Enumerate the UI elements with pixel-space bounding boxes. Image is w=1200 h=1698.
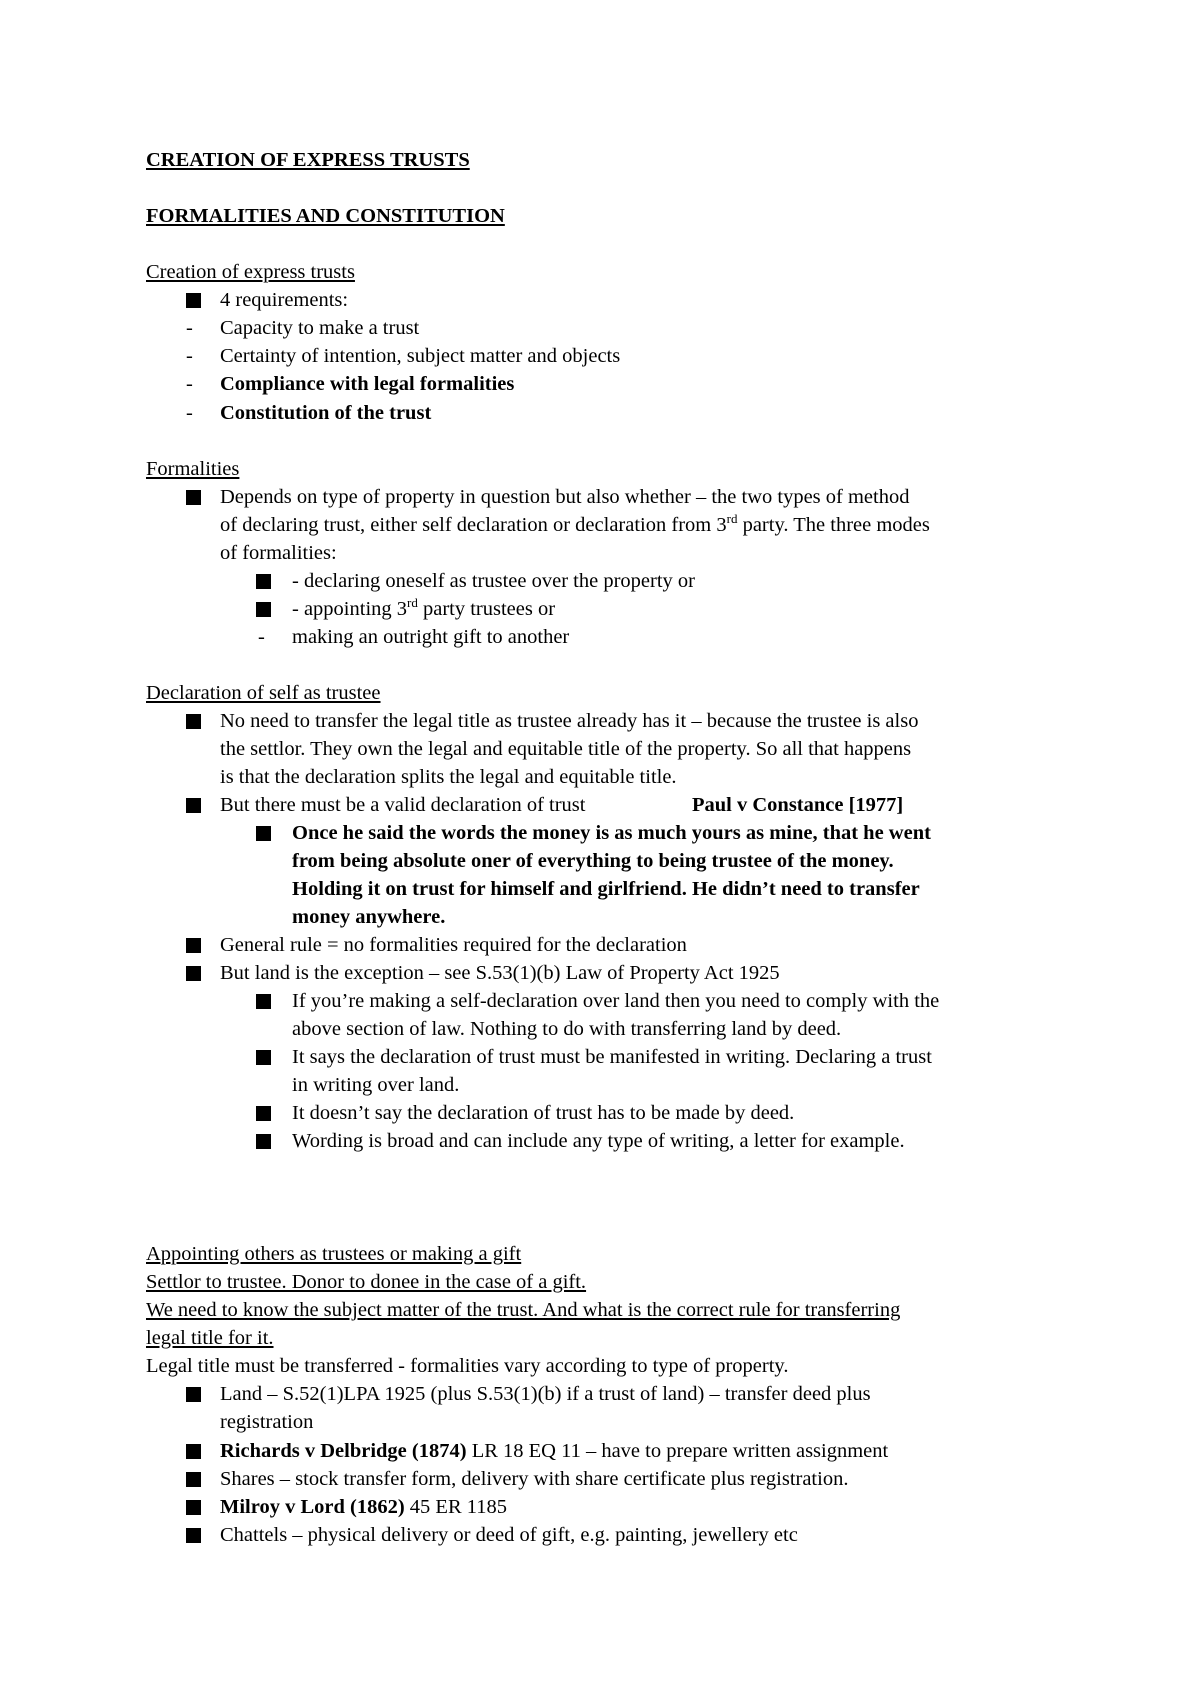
- bullet-text: No need to transfer the legal title as trustee already has it – because the trustee is also: [220, 710, 919, 732]
- sub-bullet-text: Holding it on trust for himself and girlfriend. He didn’t need to transfer: [292, 878, 920, 900]
- sub-bullet-continuation: [0, 903, 1200, 931]
- square-bullet-icon: [186, 1444, 201, 1459]
- document-subtitle: FORMALITIES AND CONSTITUTION: [146, 205, 505, 227]
- bullet-item: [0, 791, 1200, 819]
- square-bullet-icon: [186, 1387, 201, 1402]
- sub-bullet-item: [0, 1099, 1200, 1127]
- square-bullet-icon: [186, 938, 201, 953]
- bullet-item: [0, 286, 1200, 314]
- dash-bullet-icon: -: [186, 345, 193, 367]
- bullet-text: General rule = no formalities required for the declaration: [220, 934, 687, 956]
- dash-bullet-icon: -: [186, 317, 193, 339]
- dash-item: [0, 342, 1200, 370]
- dash-item: [0, 314, 1200, 342]
- bullet-continuation: [0, 735, 1200, 763]
- dash-text: Capacity to make a trust: [220, 317, 420, 339]
- heading-appointing: Appointing others as trustees or making a gift: [146, 1243, 522, 1265]
- document-title: CREATION OF EXPRESS TRUSTS: [146, 149, 470, 171]
- bullet-continuation: [0, 511, 1200, 539]
- sub-bullet-text: money anywhere.: [292, 906, 446, 928]
- section-heading: [0, 679, 1200, 707]
- sub-bullet-item: [0, 1043, 1200, 1071]
- sub-bullet-continuation: [0, 875, 1200, 903]
- dash-item: [0, 399, 1200, 427]
- bullet-text: But land is the exception – see S.53(1)(b) Law of Property Act 1925: [220, 962, 780, 984]
- square-bullet-icon: [256, 1106, 271, 1121]
- case-citation: Paul v Constance [1977]: [692, 794, 904, 816]
- sub-bullet-text: It doesn’t say the declaration of trust has to be made by deed.: [292, 1102, 795, 1124]
- bullet-item: [0, 483, 1200, 511]
- heading-creation: Creation of express trusts: [146, 261, 355, 283]
- square-bullet-icon: [186, 293, 201, 308]
- sub-bullet-text: If you’re making a self-declaration over land then you need to comply with the: [292, 990, 940, 1012]
- bullet-item: [0, 1380, 1200, 1408]
- heading-formalities: Formalities: [146, 458, 240, 480]
- sub-bullet-continuation: [0, 1015, 1200, 1043]
- subtitle-line: [0, 202, 1200, 230]
- square-bullet-icon: [256, 826, 271, 841]
- dash-text: Constitution of the trust: [220, 402, 432, 424]
- section-heading: [0, 455, 1200, 483]
- bullet-text: Shares – stock transfer form, delivery with share certificate plus registration.: [220, 1468, 849, 1490]
- sub-bullet-item: [0, 567, 1200, 595]
- square-bullet-icon: [256, 574, 271, 589]
- underlined-line: [0, 1324, 1200, 1352]
- sub-bullet-item: [0, 819, 1200, 847]
- case-citation: Milroy v Lord (1862): [220, 1496, 405, 1518]
- dash-bullet-icon: -: [186, 373, 193, 395]
- sub-bullet-text: - declaring oneself as trustee over the property or: [292, 570, 696, 592]
- bullet-continuation: [0, 1408, 1200, 1436]
- sub-bullet-text: in writing over land.: [292, 1074, 460, 1096]
- sub-bullet-text: from being absolute oner of everything to being trustee of the money.: [292, 850, 894, 872]
- bullet-text: Land – S.52(1)LPA 1925 (plus S.53(1)(b) if a trust of land) – transfer deed plus: [220, 1383, 871, 1405]
- bullet-continuation: [0, 539, 1200, 567]
- bullet-continuation: [0, 763, 1200, 791]
- underlined-line: [0, 1268, 1200, 1296]
- square-bullet-icon: [186, 1500, 201, 1515]
- sub-dash-text: making an outright gift to another: [292, 626, 570, 648]
- underlined-text: Settlor to trustee. Donor to donee in the case of a gift.: [146, 1271, 587, 1293]
- square-bullet-icon: [186, 966, 201, 981]
- heading-declaration: Declaration of self as trustee: [146, 682, 381, 704]
- sub-bullet-item: [0, 1127, 1200, 1155]
- bullet-item: [0, 1521, 1200, 1549]
- square-bullet-icon: [186, 490, 201, 505]
- square-bullet-icon: [186, 798, 201, 813]
- underlined-text: legal title for it.: [146, 1327, 274, 1349]
- bullet-text: of formalities:: [220, 542, 337, 564]
- square-bullet-icon: [186, 714, 201, 729]
- sub-bullet-text: Wording is broad and can include any type of writing, a letter for example.: [292, 1130, 905, 1152]
- sub-bullet-text: It says the declaration of trust must be manifested in writing. Declaring a trust: [292, 1046, 932, 1068]
- bullet-text: the settlor. They own the legal and equitable title of the property. So all that happens: [220, 738, 912, 760]
- paragraph-text: Legal title must be transferred - formalities vary according to type of property.: [146, 1355, 789, 1377]
- bullet-item: [0, 707, 1200, 735]
- square-bullet-icon: [256, 1050, 271, 1065]
- square-bullet-icon: [186, 1528, 201, 1543]
- sub-bullet-text: - appointing 3rd party trustees or: [292, 595, 556, 620]
- underlined-line: [0, 1296, 1200, 1324]
- square-bullet-icon: [256, 602, 271, 617]
- sub-bullet-item: [0, 987, 1200, 1015]
- square-bullet-icon: [256, 1134, 271, 1149]
- dash-text: Compliance with legal formalities: [220, 373, 515, 395]
- dash-text: Certainty of intention, subject matter and objects: [220, 345, 621, 367]
- sub-bullet-continuation: [0, 847, 1200, 875]
- sub-dash-item: [0, 623, 1200, 651]
- bullet-text: Richards v Delbridge (1874) LR 18 EQ 11 – have to prepare written assignment: [220, 1440, 889, 1462]
- section-heading: [0, 1240, 1200, 1268]
- bullet-text: is that the declaration splits the legal and equitable title.: [220, 766, 677, 788]
- section-heading: [0, 258, 1200, 286]
- bullet-text: of declaring trust, either self declaration or declaration from 3rd party. The three modes: [220, 511, 930, 536]
- case-citation: Richards v Delbridge (1874): [220, 1440, 467, 1462]
- sub-bullet-text: Once he said the words the money is as much yours as mine, that he went: [292, 822, 931, 844]
- dash-item: [0, 370, 1200, 398]
- bullet-text: But there must be a valid declaration of trust: [220, 794, 586, 816]
- bullet-item: [0, 931, 1200, 959]
- underlined-text: We need to know the subject matter of the trust. And what is the correct rule for transferring: [146, 1299, 901, 1321]
- sub-bullet-text: above section of law. Nothing to do with transferring land by deed.: [292, 1018, 842, 1040]
- bullet-text: 4 requirements:: [220, 289, 349, 311]
- bullet-text: Milroy v Lord (1862) 45 ER 1185: [220, 1496, 507, 1518]
- bullet-item: [0, 959, 1200, 987]
- square-bullet-icon: [186, 1472, 201, 1487]
- bullet-item: [0, 1493, 1200, 1521]
- bullet-item: [0, 1465, 1200, 1493]
- paragraph-line: [0, 1352, 1200, 1380]
- title-line: [0, 146, 1200, 174]
- dash-bullet-icon: -: [186, 402, 193, 424]
- square-bullet-icon: [256, 994, 271, 1009]
- bullet-text: Chattels – physical delivery or deed of gift, e.g. painting, jewellery etc: [220, 1524, 798, 1546]
- bullet-text: registration: [220, 1411, 314, 1433]
- dash-bullet-icon: -: [258, 626, 265, 648]
- sub-bullet-item: [0, 595, 1200, 623]
- sub-bullet-continuation: [0, 1071, 1200, 1099]
- bullet-item: [0, 1437, 1200, 1465]
- bullet-text: Depends on type of property in question but also whether – the two types of method: [220, 486, 910, 508]
